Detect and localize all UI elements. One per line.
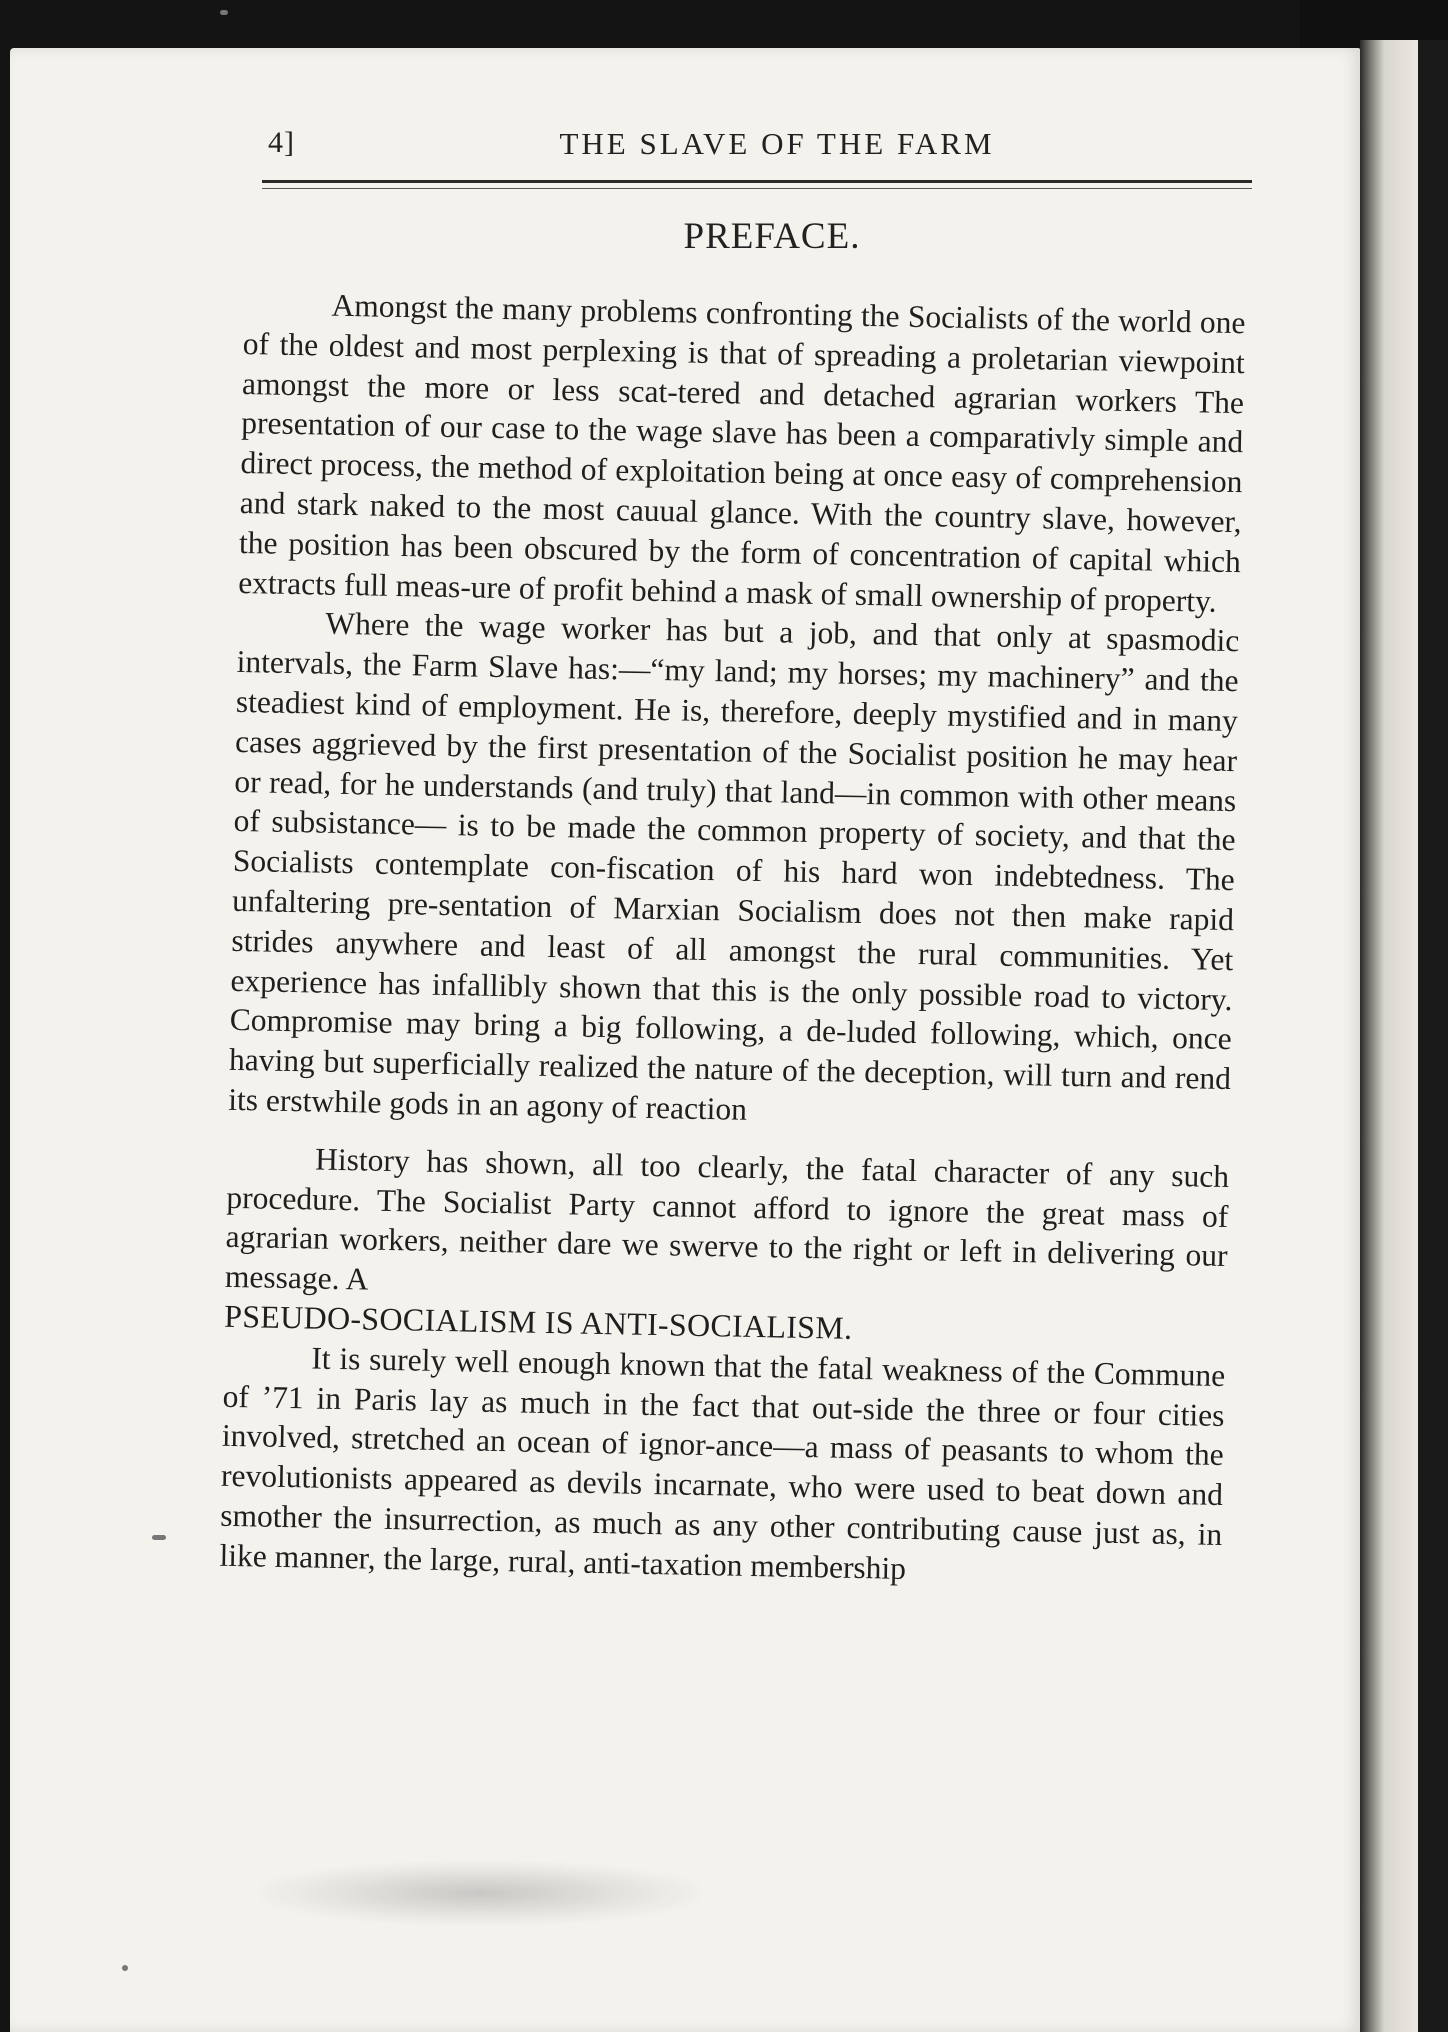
- section-title: PREFACE.: [683, 216, 861, 257]
- running-header: [262, 122, 1252, 182]
- caps-line: PSEUDO-SOCIALISM IS ANTI-SOCIALISM.: [223, 1297, 853, 1346]
- header-rule-thin: [262, 188, 1252, 189]
- specks: [122, 1965, 128, 1971]
- specks: [152, 1535, 166, 1540]
- next-page-edge: [1360, 40, 1418, 2032]
- paragraph: Where the wage worker has but a job, and that only at spasmodic intervals, the Farm Slave has:—“my land; my horses; my machinery” and the steadiest kind of employment. He is, therefore, deeply mystified and in many cases aggrieved by the first presentation of the Socialist position he may hear or read, for he understands (and truly) that land—in common with other means of subsistance— is to be made the common property of society, and that the Socialists contemplate con-fiscation of his hard won indebtedness. The unfaltering pre-sentation of Marxian Socialism does not then make rapid strides anywhere and least of all amongst the rural communities. Yet experience has infallibly shown that this is the only possible road to victory. Compromise may bring a big following, a de-luded following, which, once having but superficially realized the nature of the deception, will turn and rend its erstwhile gods in an agony of reaction: [228, 606, 1240, 1127]
- paragraph: [224, 1138, 1230, 1356]
- ink-stamp-smudge: [260, 1862, 700, 1924]
- specks: [220, 10, 228, 15]
- paragraph-text: History has shown, all too clearly, the fatal character of any such procedure. The Socialist Party cannot afford to ignore the great mass of agrarian workers, neither dare we swerve to the right or left in delivering our message. A: [224, 1141, 1230, 1297]
- header-rule: [262, 180, 1252, 183]
- paragraph: It is surely well enough known that the fatal weakness of the Commune of ’71 in Paris lay as much in the fact that out-side the three or four cities involved, stretched an ocean of ignor-ance—a mass of peasants to whom the revolutionists appeared as devils incarnate, who were used to beat down and smother the insurrection, as much as any other contributing cause just as, in like manner, the large, rural, anti-taxation membership: [219, 1340, 1226, 1586]
- running-title: THE SLAVE OF THE FARM: [559, 126, 995, 161]
- page-number: 4]: [268, 126, 295, 159]
- paragraph: Amongst the many problems confronting the Socialists of the world one of the oldest and most perplexing is that of spreading a proletarian viewpoint amongst the more or less scat-tered and detached agrarian workers The presentation of our case to the wage slave has been a comparativly simple and direct process, the method of exploitation being at once easy of comprehension and stark naked to the most cauual glance. With the country slave, however, the position has been obscured by the form of concentration of capital which extracts full meas-ure of profit behind a mask of small ownership of property.: [237, 287, 1246, 619]
- scan-right-border: [1418, 40, 1448, 2032]
- body-text: [219, 284, 1246, 1594]
